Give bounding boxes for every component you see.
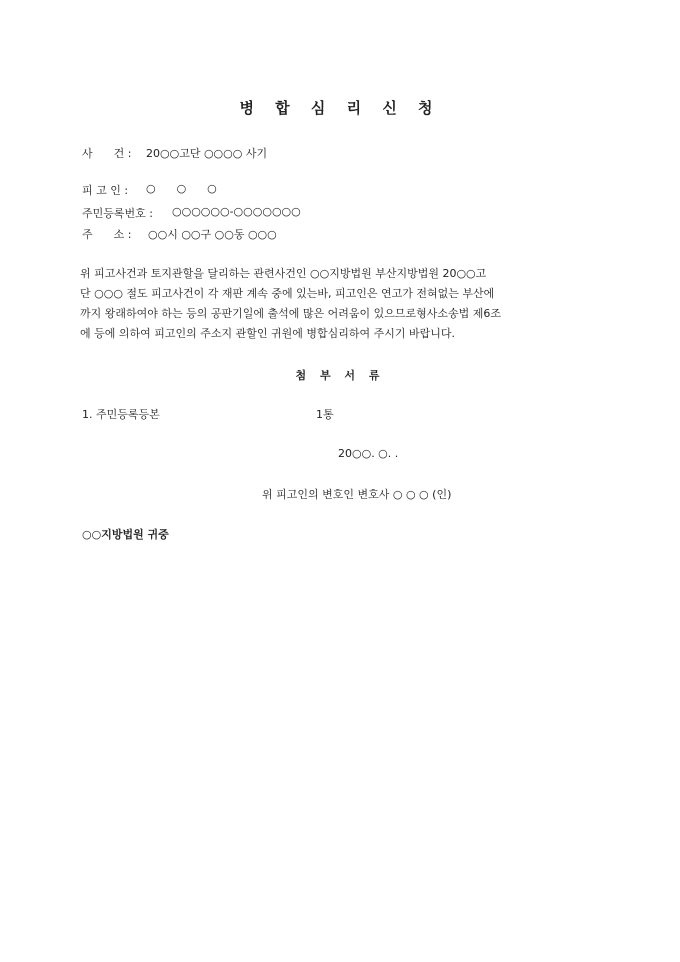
document-title: 병 합 심 리 신 청 xyxy=(239,99,441,117)
signature-line: 위 피고인의 변호인 변호사 ○ ○ ○ (인) xyxy=(262,488,452,501)
attachments-heading: 첨 부 서 류 xyxy=(295,369,385,382)
attachment-item-count: 1통 xyxy=(316,408,334,421)
case-label: 사 건 : xyxy=(82,147,132,160)
attachment-item-name: 1. 주민등록등본 xyxy=(82,408,160,421)
body-line: 위 피고사건과 토지관할을 달리하는 관련사건인 ○○지방법원 부산지방법원 20○○고 xyxy=(80,267,487,280)
resident-number-label: 주민등록번호 : xyxy=(82,207,153,220)
address-label: 주 소 : xyxy=(82,228,132,241)
defendant-value: ○ ○ ○ xyxy=(146,182,217,195)
petition-body xyxy=(80,264,600,344)
body-line: 단 ○○○ 절도 피고사건이 각 재판 계속 중에 있는바, 피고인은 연고가 전혀없는 부산에 xyxy=(80,287,495,300)
address-value: ○○시 ○○구 ○○동 ○○○ xyxy=(148,228,277,241)
case-value: 20○○고단 ○○○○ 사기 xyxy=(146,147,268,160)
defendant-label: 피 고 인 : xyxy=(82,184,129,197)
court-addressee: ○○지방법원 귀중 xyxy=(82,528,169,541)
document-date: 20○○. ○. . xyxy=(338,447,399,460)
resident-number-value: ○○○○○○-○○○○○○○ xyxy=(172,205,301,218)
body-line: 까지 왕래하여야 하는 등의 공판기일에 출석에 많은 어려움이 있으므로형사소송법 제6조 xyxy=(80,307,502,320)
body-line: 에 등에 의하여 피고인의 주소지 관할인 귀원에 병합심리하여 주시기 바랍니다. xyxy=(80,327,455,340)
